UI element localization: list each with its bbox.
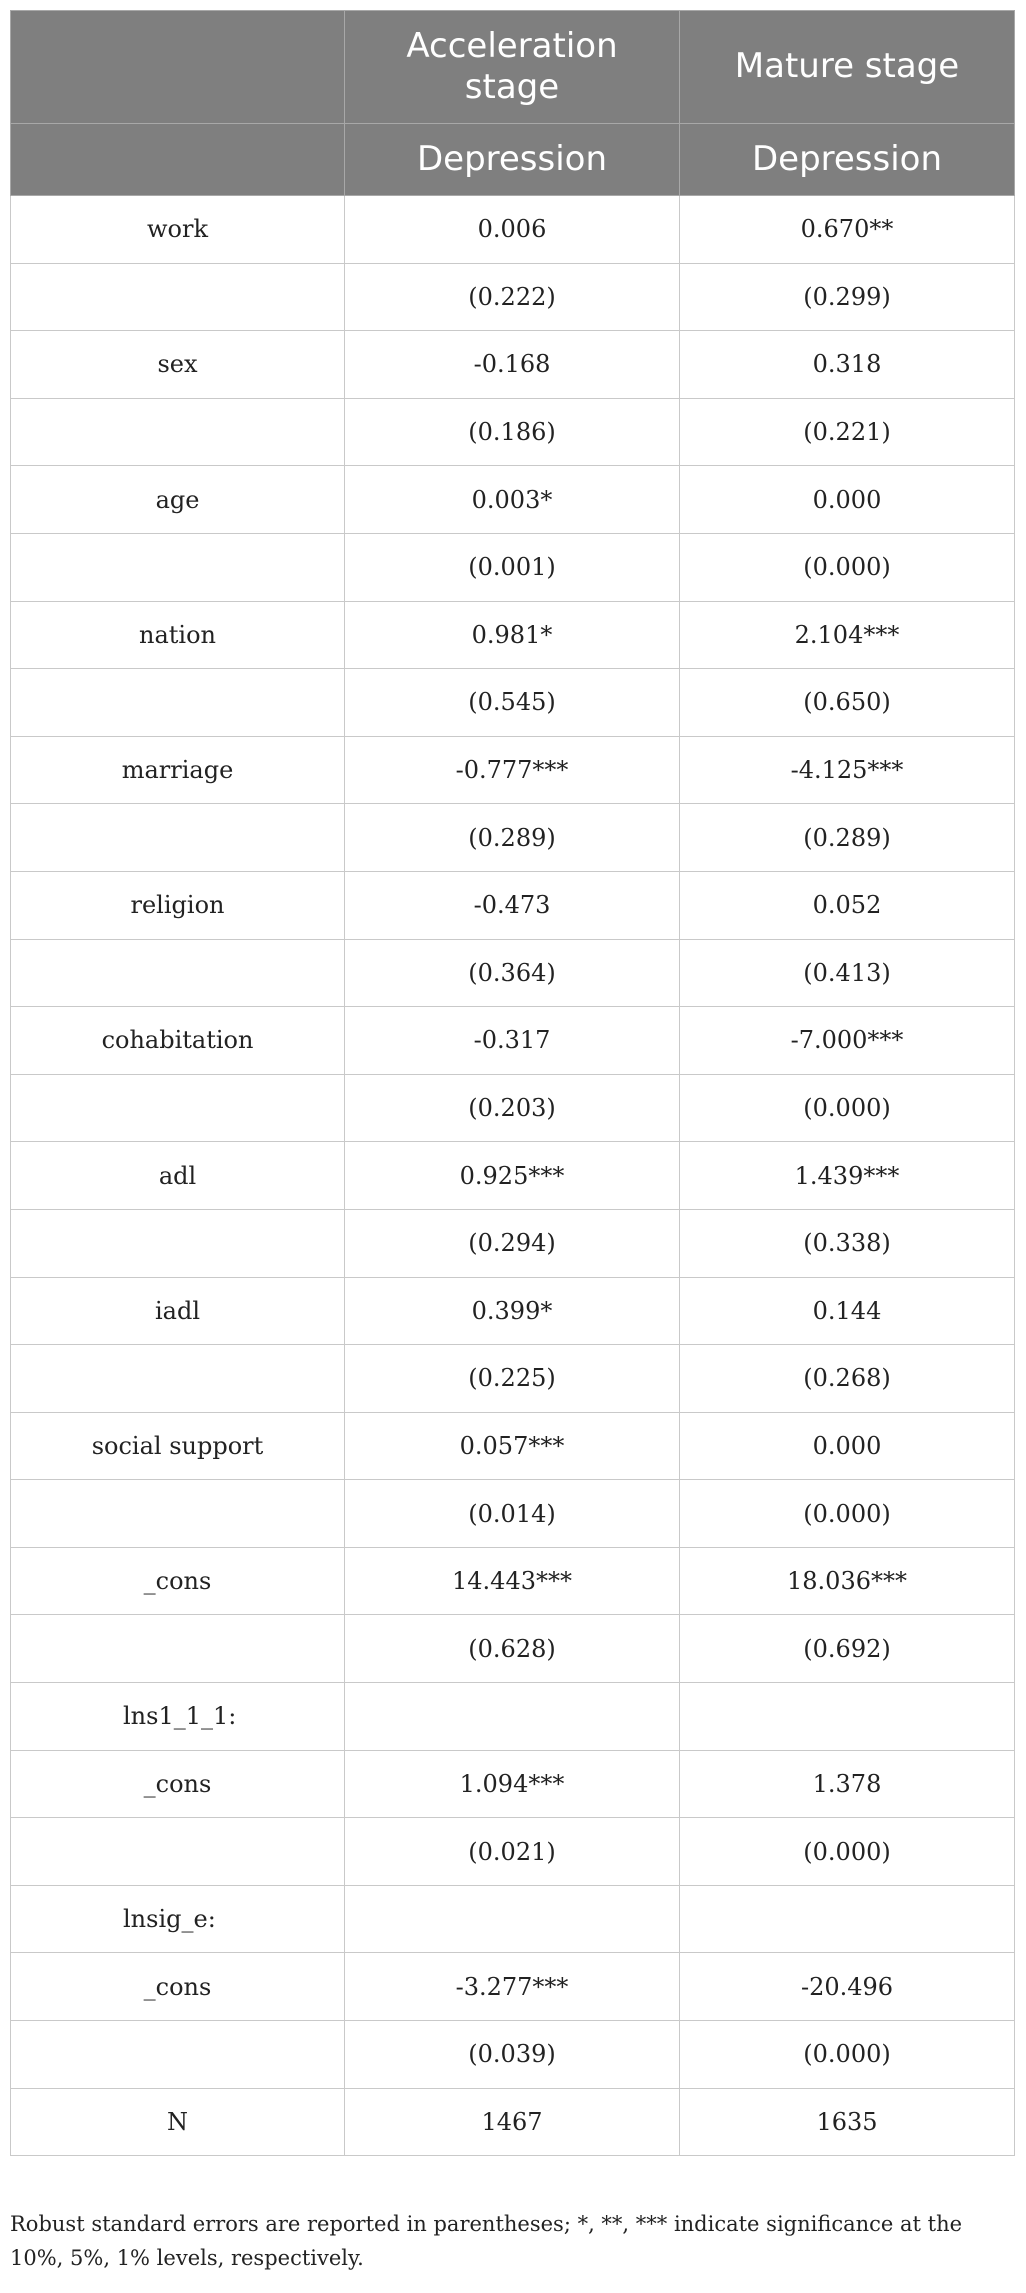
mature-value: 0.670** bbox=[680, 196, 1015, 264]
acceleration-value: (0.289) bbox=[345, 804, 680, 872]
table-row bbox=[11, 1345, 1015, 1413]
row-label bbox=[11, 398, 345, 466]
table-row bbox=[11, 1683, 1015, 1751]
row-label bbox=[11, 804, 345, 872]
acceleration-value: (0.225) bbox=[345, 1345, 680, 1413]
row-label: work bbox=[11, 196, 345, 264]
row-label: _cons bbox=[11, 1547, 345, 1615]
mature-value: 1635 bbox=[680, 2088, 1015, 2156]
mature-value: (0.000) bbox=[680, 2021, 1015, 2089]
mature-value: -7.000*** bbox=[680, 1007, 1015, 1075]
table-row bbox=[11, 1277, 1015, 1345]
table-row bbox=[11, 2088, 1015, 2156]
mature-value: (0.413) bbox=[680, 939, 1015, 1007]
acceleration-value: 0.003* bbox=[345, 466, 680, 534]
acceleration-value: 14.443*** bbox=[345, 1547, 680, 1615]
table-row bbox=[11, 871, 1015, 939]
row-label bbox=[11, 1345, 345, 1413]
table-row bbox=[11, 1007, 1015, 1075]
mature-value: (0.338) bbox=[680, 1209, 1015, 1277]
table-row bbox=[11, 1412, 1015, 1480]
row-label bbox=[11, 1818, 345, 1886]
row-label bbox=[11, 939, 345, 1007]
mature-value: -4.125*** bbox=[680, 736, 1015, 804]
mature-value: 1.439*** bbox=[680, 1142, 1015, 1210]
table-row bbox=[11, 1142, 1015, 1210]
table-row bbox=[11, 466, 1015, 534]
mature-value: 0.052 bbox=[680, 871, 1015, 939]
row-label: age bbox=[11, 466, 345, 534]
acceleration-value: (0.222) bbox=[345, 263, 680, 331]
table-row bbox=[11, 533, 1015, 601]
acceleration-value: 0.057*** bbox=[345, 1412, 680, 1480]
table-row bbox=[11, 1818, 1015, 1886]
row-label: sex bbox=[11, 331, 345, 399]
row-label: marriage bbox=[11, 736, 345, 804]
subheader-variable-cell bbox=[11, 124, 345, 196]
header-variable-cell bbox=[11, 11, 345, 124]
table-row bbox=[11, 1074, 1015, 1142]
acceleration-value: -0.777*** bbox=[345, 736, 680, 804]
header-mature-stage: Mature stage bbox=[680, 11, 1015, 124]
row-label bbox=[11, 263, 345, 331]
header-row-outcome bbox=[11, 124, 1015, 196]
row-label: adl bbox=[11, 1142, 345, 1210]
subheader-acceleration-depression: Depression bbox=[345, 124, 680, 196]
mature-value: -20.496 bbox=[680, 1953, 1015, 2021]
acceleration-value bbox=[345, 1683, 680, 1751]
mature-value: (0.268) bbox=[680, 1345, 1015, 1413]
row-label bbox=[11, 1615, 345, 1683]
mature-value: (0.692) bbox=[680, 1615, 1015, 1683]
row-label: social support bbox=[11, 1412, 345, 1480]
table-row bbox=[11, 939, 1015, 1007]
acceleration-value: (0.364) bbox=[345, 939, 680, 1007]
mature-value: 0.000 bbox=[680, 1412, 1015, 1480]
row-label: _cons bbox=[11, 1750, 345, 1818]
table-row bbox=[11, 196, 1015, 264]
acceleration-value: -3.277*** bbox=[345, 1953, 680, 2021]
table-row bbox=[11, 601, 1015, 669]
table-row bbox=[11, 263, 1015, 331]
acceleration-value: (0.186) bbox=[345, 398, 680, 466]
acceleration-value: 0.981* bbox=[345, 601, 680, 669]
acceleration-value: 0.399* bbox=[345, 1277, 680, 1345]
table-footnote: Robust standard errors are reported in parentheses; *, **, *** indicate significance at the 10%, 5%, 1% levels, respectively. bbox=[10, 2212, 963, 2270]
acceleration-value: (0.203) bbox=[345, 1074, 680, 1142]
acceleration-value: (0.001) bbox=[345, 533, 680, 601]
mature-value: 1.378 bbox=[680, 1750, 1015, 1818]
table-row bbox=[11, 331, 1015, 399]
row-label bbox=[11, 669, 345, 737]
row-label bbox=[11, 1209, 345, 1277]
row-label: religion bbox=[11, 871, 345, 939]
regression-results-table bbox=[10, 10, 1015, 2156]
section-label-lns1: lns1_1_1: bbox=[11, 1683, 345, 1751]
acceleration-value: (0.039) bbox=[345, 2021, 680, 2089]
mature-value: (0.650) bbox=[680, 669, 1015, 737]
acceleration-value: -0.473 bbox=[345, 871, 680, 939]
table-row bbox=[11, 2021, 1015, 2089]
table-header bbox=[11, 11, 1015, 196]
header-row-stage bbox=[11, 11, 1015, 124]
table-row bbox=[11, 1547, 1015, 1615]
table-row bbox=[11, 1885, 1015, 1953]
acceleration-value: -0.317 bbox=[345, 1007, 680, 1075]
mature-value: (0.000) bbox=[680, 533, 1015, 601]
mature-value: 0.318 bbox=[680, 331, 1015, 399]
table-row bbox=[11, 736, 1015, 804]
table-body bbox=[11, 196, 1015, 2156]
row-label: iadl bbox=[11, 1277, 345, 1345]
row-label: N bbox=[11, 2088, 345, 2156]
row-label bbox=[11, 1480, 345, 1548]
acceleration-value: 0.006 bbox=[345, 196, 680, 264]
acceleration-value: -0.168 bbox=[345, 331, 680, 399]
acceleration-value: (0.628) bbox=[345, 1615, 680, 1683]
row-label: nation bbox=[11, 601, 345, 669]
row-label: cohabitation bbox=[11, 1007, 345, 1075]
mature-value: (0.299) bbox=[680, 263, 1015, 331]
acceleration-value: 1.094*** bbox=[345, 1750, 680, 1818]
table-row bbox=[11, 1480, 1015, 1548]
row-label bbox=[11, 533, 345, 601]
row-label: _cons bbox=[11, 1953, 345, 2021]
acceleration-value: (0.545) bbox=[345, 669, 680, 737]
acceleration-value bbox=[345, 1885, 680, 1953]
acceleration-value: 1467 bbox=[345, 2088, 680, 2156]
section-label-lnsig: lnsig_e: bbox=[11, 1885, 345, 1953]
mature-value: (0.000) bbox=[680, 1074, 1015, 1142]
mature-value: 0.144 bbox=[680, 1277, 1015, 1345]
subheader-mature-depression: Depression bbox=[680, 124, 1015, 196]
mature-value bbox=[680, 1683, 1015, 1751]
mature-value: (0.289) bbox=[680, 804, 1015, 872]
table-row bbox=[11, 1750, 1015, 1818]
table-row bbox=[11, 398, 1015, 466]
acceleration-value: (0.021) bbox=[345, 1818, 680, 1886]
acceleration-value: (0.014) bbox=[345, 1480, 680, 1548]
table-row bbox=[11, 804, 1015, 872]
mature-value: (0.221) bbox=[680, 398, 1015, 466]
row-label bbox=[11, 2021, 345, 2089]
table-row bbox=[11, 1615, 1015, 1683]
mature-value: (0.000) bbox=[680, 1480, 1015, 1548]
table-row bbox=[11, 669, 1015, 737]
header-acceleration-stage: Acceleration stage bbox=[345, 11, 680, 124]
mature-value: 2.104*** bbox=[680, 601, 1015, 669]
table-row bbox=[11, 1209, 1015, 1277]
acceleration-value: 0.925*** bbox=[345, 1142, 680, 1210]
results-table-container bbox=[10, 10, 1014, 2156]
mature-value: 0.000 bbox=[680, 466, 1015, 534]
mature-value bbox=[680, 1885, 1015, 1953]
acceleration-value: (0.294) bbox=[345, 1209, 680, 1277]
table-row bbox=[11, 1953, 1015, 2021]
mature-value: (0.000) bbox=[680, 1818, 1015, 1886]
mature-value: 18.036*** bbox=[680, 1547, 1015, 1615]
row-label bbox=[11, 1074, 345, 1142]
